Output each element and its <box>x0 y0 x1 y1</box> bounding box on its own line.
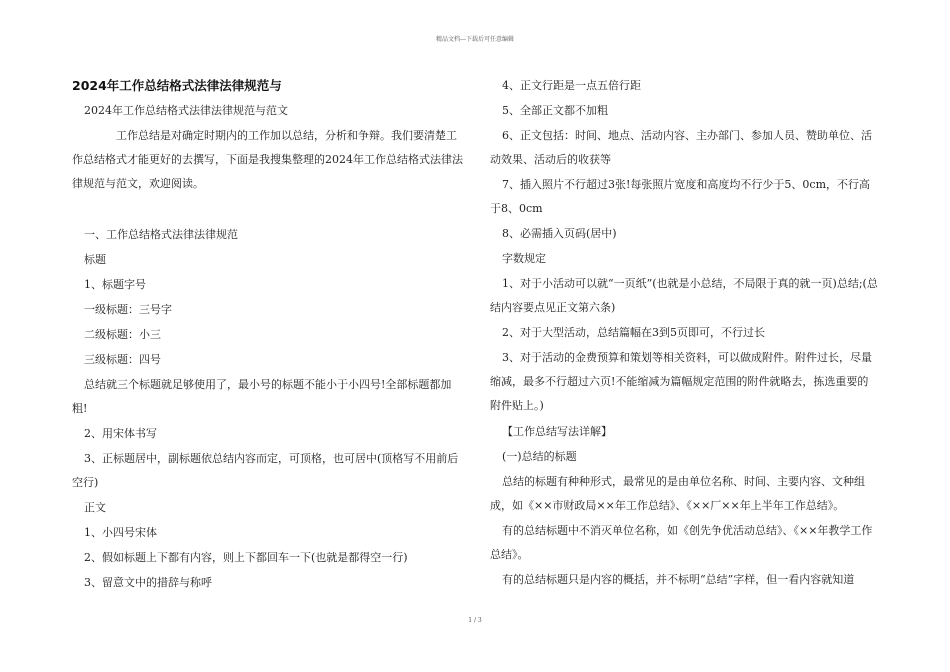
paragraph: 1、标题字号 <box>84 278 146 291</box>
paragraph: 3、对于活动的金费预算和策划等相关资料，可以做成附件。附件过长，尽量缩减，最多不行超过六页!不能缩减为篇幅规定范围的附件就略去，拣选重要的附件贴上。) <box>490 351 872 412</box>
paragraph: 三级标题：四号 <box>84 353 161 366</box>
paragraph: 4、正文行距是一点五倍行距 <box>502 79 641 92</box>
paragraph: 一级标题：三号字 <box>84 303 172 316</box>
section-heading: 字数规定 <box>502 252 546 265</box>
intro-paragraph: 工作总结是对确定时期内的工作加以总结，分析和争辩。我们要清楚工作总结格式才能更好的去撰写，下面是我搜集整理的2024年工作总结格式法律法律规范与范文，欢迎阅读。 <box>72 129 463 190</box>
paragraph: 二级标题：小三 <box>84 328 161 341</box>
paragraph: 2、假如标题上下都有内容，则上下都回车一下(也就是都得空一行) <box>84 551 408 564</box>
paragraph: 标题 <box>84 253 106 266</box>
paragraph: 2、对于大型活动，总结篇幅在3到5页即可，不行过长 <box>502 326 765 339</box>
paragraph: 正文 <box>84 501 106 514</box>
document-title: 2024年工作总结格式法律法律规范与 <box>72 78 282 93</box>
paragraph: 3、留意文中的措辞与称呼 <box>84 576 212 589</box>
paragraph: 2、用宋体书写 <box>84 427 157 440</box>
subtitle: 2024年工作总结格式法律法律规范与范文 <box>84 104 288 117</box>
paragraph: 有的总结标题中不消灭单位名称，如《创先争优活动总结》、《××年教学工作总结》。 <box>490 524 873 561</box>
paragraph: 7、插入照片不行超过3张!每张照片宽度和高度均不行少于5、0cm，不行高于8、0cm <box>490 178 871 215</box>
paragraph: 总结的标题有种种形式，最常见的是由单位名称、时间、主要内容、文种组成，如《××市财政局××年工作总结》、《××厂××年上半年工作总结》。 <box>490 475 865 512</box>
section-heading: 【工作总结写法详解】 <box>502 425 612 438</box>
page-number: 1 / 3 <box>468 617 482 624</box>
paragraph: 有的总结标题只是内容的概括，并不标明“总结”字样，但一看内容就知道 <box>502 573 855 586</box>
section-heading: (一)总结的标题 <box>502 450 577 463</box>
paragraph: 8、必需插入页码(居中) <box>502 227 617 240</box>
paragraph: 1、小四号宋体 <box>84 526 157 539</box>
paragraph: 3、正标题居中，副标题依总结内容而定，可顶格，也可居中(顶格写不用前后空行) <box>72 452 459 489</box>
paragraph: 1、对于小活动可以就“一页纸”(也就是小总结，不局限于真的就一页)总结;(总结内容要点见正文第六条) <box>490 277 878 314</box>
paragraph: 6、正文包括：时间、地点、活动内容、主办部门、参加人员、赞助单位、活动效果、活动后的收获等 <box>490 129 872 166</box>
page-header: 精品文档---下载后可任意编辑 <box>435 36 515 43</box>
paragraph: 5、全部正文都不加粗 <box>502 104 608 117</box>
paragraph: 总结就三个标题就足够使用了，最小号的标题不能小于小四号!全部标题都加粗! <box>72 378 452 415</box>
section-heading: 一、工作总结格式法律法律规范 <box>84 228 238 241</box>
